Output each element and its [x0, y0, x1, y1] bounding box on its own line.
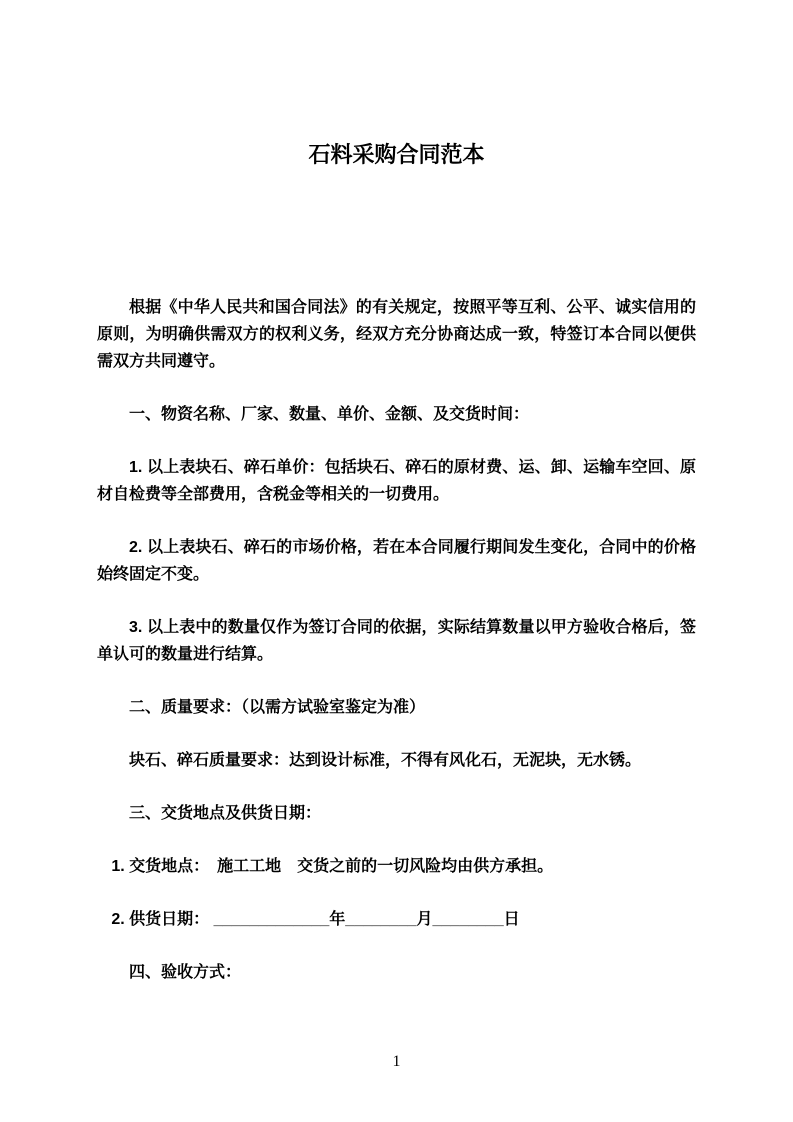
document-title: 石料采购合同范本	[308, 142, 485, 167]
section-4-heading: 四、验收方式：	[129, 964, 242, 981]
section-1-item-3: 3. 以上表中的数量仅作为签订合同的依据，实际结算数量以甲方验收合格后，签单认可的数量进行结算。	[97, 619, 696, 663]
section-1-heading: 一、物资名称、厂家、数量、单价、金额、及交货时间：	[129, 406, 530, 423]
section-3-heading: 三、交货地点及供货日期：	[129, 805, 322, 822]
section-1-item-1: 1. 以上表块石、碎石单价：包括块石、碎石的原材费、运、卸、运输车空回、原材自检费等全部费用，含税金等相关的一切费用。	[97, 459, 696, 503]
section-2-heading: 二、质量要求：（以需方试验室鉴定为准）	[129, 699, 426, 716]
intro-paragraph: 根据《中华人民共和国合同法》的有关规定，按照平等互利、公平、诚实信用的原则，为明确供需双方的权利义务，经双方充分协商达成一致，特签订本合同以便供需双方共同遵守。	[97, 299, 696, 370]
section-2-quality-requirement: 块石、碎石质量要求：达到设计标准，不得有风化石，无泥块，无水锈。	[129, 752, 642, 769]
section-3-item-delivery-date-blank: 2. 供货日期： _____________年________月________日	[111, 911, 520, 928]
page-number: 1	[392, 1053, 401, 1070]
section-3-item-delivery-location: 1. 交货地点： 施工工地 交货之前的一切风险均由供方承担。	[111, 858, 554, 875]
section-1-item-2: 2. 以上表块石、碎石的市场价格，若在本合同履行期间发生变化，合同中的价格始终固定不变。	[97, 539, 696, 583]
